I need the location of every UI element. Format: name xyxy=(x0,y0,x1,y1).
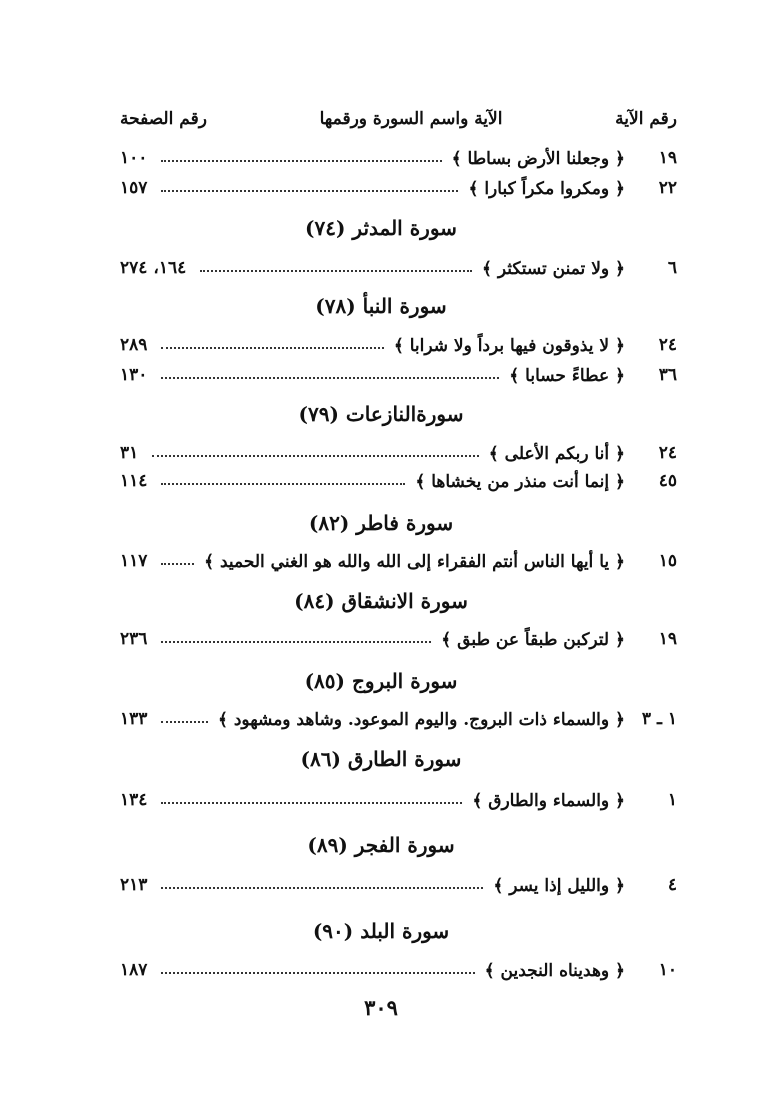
table-row xyxy=(120,870,677,900)
surah-heading: سورةالنازعات (٧٩) xyxy=(298,402,464,426)
table-row xyxy=(120,360,677,390)
surah-heading: سورة البلد (٩٠) xyxy=(312,919,450,943)
header-page-number: رقم الصفحة xyxy=(120,109,207,129)
table-row xyxy=(120,546,677,576)
dot-leader xyxy=(161,483,405,485)
surah-heading: سورة فاطر (٨٢) xyxy=(308,511,454,535)
surah-heading: سورة الطارق (٨٦) xyxy=(300,747,462,771)
verse-text: ﴿ لتركبن طبقاً عن طبق ﴾ xyxy=(441,629,625,650)
header-verse-name: الآية واسم السورة ورقمها xyxy=(319,109,503,129)
table-row xyxy=(120,624,677,654)
verse-text: ﴿ والليل إذا يسر ﴾ xyxy=(493,875,625,896)
verse-number: ٢٤ xyxy=(658,443,677,463)
verse-text: ﴿ ولا تمنن تستكثر ﴾ xyxy=(481,258,625,279)
verse-text: ﴿ عطاءً حسابا ﴾ xyxy=(509,365,625,386)
page-footer-number: ٣٠٩ xyxy=(364,995,398,1020)
verse-text: ﴿ يا أيها الناس أنتم الفقراء إلى الله والله هو الغني الحميد ﴾ xyxy=(204,551,625,572)
page-number: ١١٤ xyxy=(120,471,148,491)
page-number: ١٣٤ xyxy=(120,790,148,810)
verse-number: ٢٢ xyxy=(658,178,677,198)
verse-number: ١٩ xyxy=(658,148,677,168)
surah-heading: سورة النبأ (٧٨) xyxy=(315,294,447,318)
verse-text: ﴿ والسماء والطارق ﴾ xyxy=(472,790,625,811)
page-number: ٣١ xyxy=(120,443,139,463)
page-number: ١٥٧ xyxy=(120,178,148,198)
dot-leader xyxy=(161,641,431,643)
verse-text: ﴿ وهديناه النجدين ﴾ xyxy=(484,960,625,981)
dot-leader xyxy=(161,972,474,974)
page-number: ١٦٤، ٢٧٤ xyxy=(120,258,187,278)
verse-number: ١٥ xyxy=(658,551,677,571)
verse-number: ١٠ xyxy=(658,960,677,980)
table-row xyxy=(120,955,677,985)
dot-leader xyxy=(161,563,194,565)
table-row xyxy=(120,704,677,734)
dot-leader xyxy=(161,802,462,804)
verse-text: ﴿ ومكروا مكراً كبارا ﴾ xyxy=(468,178,625,199)
table-row xyxy=(120,438,677,468)
verse-number: ٣٦ xyxy=(658,365,677,385)
table-row xyxy=(120,466,677,496)
verse-number: ٤٥ xyxy=(658,471,677,491)
dot-leader xyxy=(152,455,479,457)
page-number: ٢٨٩ xyxy=(120,335,148,355)
page-number: ١٨٧ xyxy=(120,960,148,980)
dot-leader xyxy=(161,377,499,379)
verse-text: ﴿ لا يذوقون فيها برداً ولا شرابا ﴾ xyxy=(393,335,625,356)
verse-number: ١٩ xyxy=(658,629,677,649)
dot-leader xyxy=(161,721,208,723)
dot-leader xyxy=(161,887,483,889)
verse-number: ١ xyxy=(667,790,677,810)
table-row xyxy=(120,253,677,283)
surah-heading: سورة المدثر (٧٤) xyxy=(305,216,457,240)
verse-text: ﴿ وجعلنا الأرض بساطا ﴾ xyxy=(451,148,625,169)
dot-leader xyxy=(200,270,472,272)
table-header xyxy=(120,104,677,134)
verse-number: ٦ xyxy=(667,258,677,278)
page-number: ٢٣٦ xyxy=(120,629,148,649)
surah-heading: سورة الانشقاق (٨٤) xyxy=(294,589,468,613)
page-number: ١٣٣ xyxy=(120,709,148,729)
page-number: ١٠٠ xyxy=(120,148,148,168)
table-row xyxy=(120,173,677,203)
verse-number: ٢٤ xyxy=(658,335,677,355)
page-number: ٢١٣ xyxy=(120,875,148,895)
dot-leader xyxy=(161,190,458,192)
verse-text: ﴿ أنا ربكم الأعلى ﴾ xyxy=(488,443,625,464)
surah-heading: سورة الفجر (٨٩) xyxy=(307,833,455,857)
page-number: ١١٧ xyxy=(120,551,148,571)
dot-leader xyxy=(161,347,383,349)
verse-text: ﴿ إنما أنت منذر من يخشاها ﴾ xyxy=(415,471,625,492)
table-row xyxy=(120,785,677,815)
dot-leader xyxy=(161,160,441,162)
header-verse-number: رقم الآية xyxy=(615,109,677,129)
verse-number: ٤ xyxy=(667,875,677,895)
page-number: ١٣٠ xyxy=(120,365,148,385)
verse-text: ﴿ والسماء ذات البروج. واليوم الموعود. وشاهد ومشهود ﴾ xyxy=(217,709,625,730)
table-row xyxy=(120,330,677,360)
surah-heading: سورة البروج (٨٥) xyxy=(304,669,458,693)
verse-number: ١ ـ ٣ xyxy=(641,709,677,729)
table-row xyxy=(120,143,677,173)
